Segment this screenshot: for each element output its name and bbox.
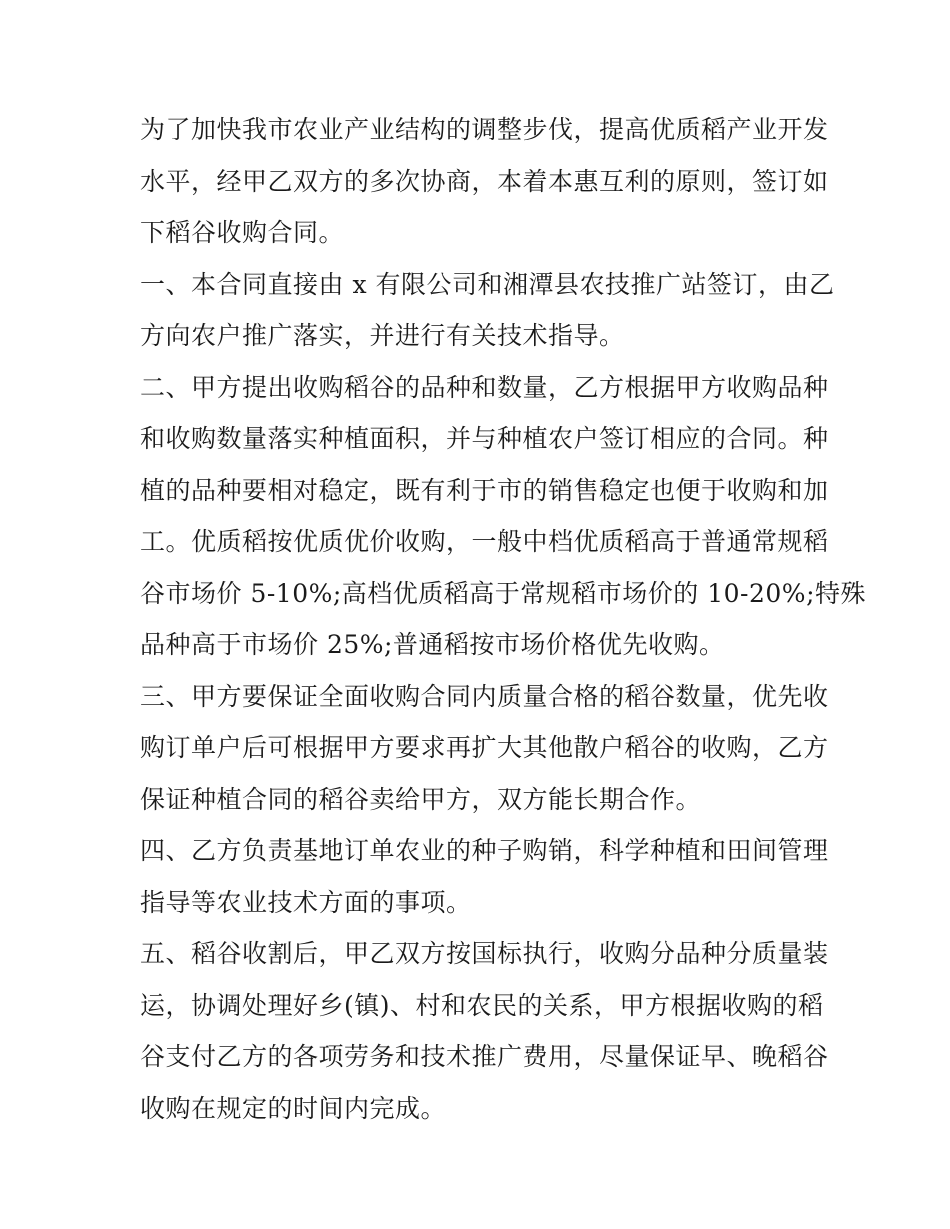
text-line: 为了加快我市农业产业结构的调整步伐，提高优质稻产业开发: [140, 115, 829, 144]
paragraph-intro: [140, 104, 829, 259]
text-line: 运，协调处理好乡(镇)、村和农民的关系，甲方根据收购的稻: [140, 990, 824, 1020]
text-line: 方向农户推广落实，并进行有关技术指导。: [140, 321, 625, 350]
text-line: 植的品种要相对稳定，既有利于市的销售稳定也便于收购和加: [140, 475, 829, 505]
document-body: [140, 104, 866, 1134]
paragraph-clause-1: [140, 259, 835, 362]
paragraph-clause-2: [140, 362, 866, 671]
text-line: 品种高于市场价 25%;普通稻按市场价格优先收购。: [140, 630, 725, 659]
text-line: 一、本合同直接由 x 有限公司和湘潭县农技推广站签订，由乙: [140, 269, 835, 299]
text-line: 谷支付乙方的各项劳务和技术推广费用，尽量保证早、晚稻谷: [140, 1042, 829, 1071]
text-line: 工。优质稻按优质优价收购，一般中档优质稻高于普通常规稻: [140, 527, 829, 556]
text-line: 指导等农业技术方面的事项。: [140, 887, 472, 917]
text-line: 谷市场价 5-10%;高档优质稻高于常规稻市场价的 10-20%;特殊: [140, 578, 866, 608]
text-line: 收购在规定的时间内完成。: [140, 1093, 447, 1123]
text-line: 三、甲方要保证全面收购合同内质量合格的稻谷数量，优先收: [140, 681, 829, 711]
text-line: 下稻谷收购合同。: [140, 218, 345, 247]
paragraph-clause-4: [140, 825, 829, 928]
text-line: 五、稻谷收割后，甲乙双方按国标执行，收购分品种分质量装: [140, 939, 829, 968]
text-line: 保证种植合同的稻谷卖给甲方，双方能长期合作。: [140, 784, 702, 814]
paragraph-clause-3: [140, 671, 829, 826]
text-line: 和收购数量落实种植面积，并与种植农户签订相应的合同。种: [140, 424, 829, 453]
text-line: 二、甲方提出收购稻谷的品种和数量，乙方根据甲方收购品种: [140, 372, 829, 402]
paragraph-clause-5: [140, 928, 829, 1134]
text-line: 购订单户后可根据甲方要求再扩大其他散户稻谷的收购，乙方: [140, 733, 829, 762]
text-line: 水平，经甲乙双方的多次协商，本着本惠互利的原则，签订如: [140, 166, 829, 196]
text-line: 四、乙方负责基地订单农业的种子购销，科学种植和田间管理: [140, 836, 829, 865]
